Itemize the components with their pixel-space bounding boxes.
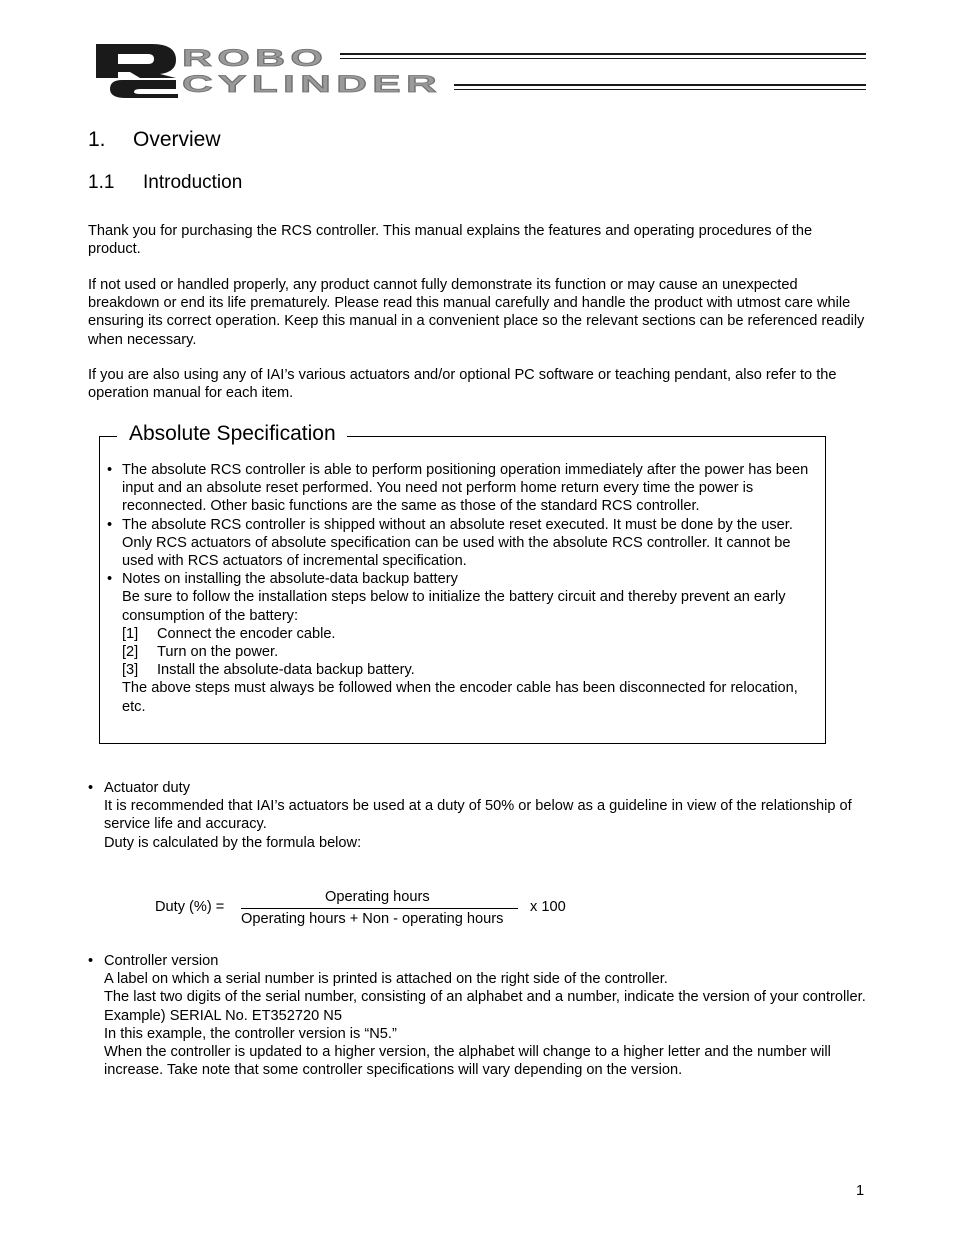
bullet-icon: • (107, 571, 113, 588)
intro-paragraph-3: If you are also using any of IAI’s various actuators and/or optional PC software or teaching pendant, also refer to the operation manual for each item. (88, 367, 837, 402)
section-heading (88, 128, 221, 152)
robo-cylinder-logo-graphic (96, 42, 866, 98)
absolute-spec-bullet-2-line-2: Only RCS actuators of absolute specification can be used with the absolute RCS controller. It cannot be used with RCS actuators of incremental specification. (122, 534, 791, 570)
formula-rhs: x 100 (530, 899, 566, 915)
battery-notes-footer: The above steps must always be followed when the encoder cable has been disconnected for relocation, etc. (122, 680, 798, 715)
step-text: Turn on the power. (157, 644, 279, 661)
intro-paragraph-1: Thank you for purchasing the RCS controller. This manual explains the features and operating procedures of the product. (88, 223, 813, 258)
logo-word-robo: ROBO (182, 45, 328, 72)
list-item (107, 570, 819, 716)
step-text: Install the absolute-data backup battery. (157, 662, 415, 679)
step-number: [1] (122, 625, 139, 642)
section-title: Overview (133, 128, 221, 151)
duty-formula (155, 887, 595, 933)
controller-version-item (88, 952, 868, 1079)
formula-lhs: Duty (%) = (155, 899, 225, 915)
step-number: [2] (122, 644, 139, 661)
list-item (107, 461, 819, 516)
robo-cylinder-logo (96, 42, 866, 98)
step-number: [3] (122, 662, 139, 679)
controller-version-text-1: A label on which a serial number is printed is attached on the right side of the controller. (104, 971, 668, 988)
step-text: Connect the encoder cable. (157, 625, 336, 642)
formula-denominator: Operating hours + Non - operating hours (241, 911, 504, 927)
section-number: 1. (88, 128, 106, 151)
list-item (88, 952, 868, 1079)
subsection-heading (88, 172, 242, 194)
absolute-spec-bullet-1: The absolute RCS controller is able to perform positioning operation immediately after the power has been input and an absolute reset performed. You need not perform home return every time the power is reconnected. Other basic functions are the same as those of the standard RCS controller. (122, 462, 809, 515)
actuator-duty-text-2: Duty is calculated by the formula below: (104, 834, 362, 851)
install-step-3 (122, 661, 819, 679)
page-number: 1 (856, 1183, 865, 1199)
install-step-1 (122, 625, 819, 643)
subsection-title: Introduction (143, 172, 243, 193)
controller-version-example: Example) SERIAL No. ET352720 N5 (104, 1007, 342, 1024)
controller-version-text-2: The last two digits of the serial number, consisting of an alphabet and a number, indicate the version of your controller. (104, 989, 866, 1006)
absolute-spec-title: Absolute Specification (117, 421, 347, 447)
logo-word-cylinder: CYLINDER (182, 71, 442, 98)
formula-numerator: Operating hours (325, 889, 430, 905)
actuator-duty-heading: Actuator duty (104, 780, 190, 796)
absolute-spec-list (107, 461, 819, 716)
absolute-spec-bullet-2-line-1: The absolute RCS controller is shipped without an absolute reset executed. It must be done by the user. (122, 516, 793, 533)
battery-notes-heading: Notes on installing the absolute-data backup battery (122, 571, 458, 588)
intro-paragraph-2: If not used or handled properly, any product cannot fully demonstrate its function or may cause an unexpected breakdown or end its life prematurely. Please read this manual carefully and handle the product with utmost care while ensuring its correct operation. Keep this manual in a convenient place so the relevant sections can be referenced readily when necessary. (88, 277, 865, 348)
actuator-duty-item (88, 779, 868, 852)
bullet-icon: • (88, 953, 94, 969)
fraction-bar (241, 908, 518, 909)
actuator-duty-text-1: It is recommended that IAI’s actuators be used at a duty of 50% or below as a guideline in view of the relationship of service life and accuracy. (104, 798, 852, 833)
list-item (88, 779, 868, 852)
battery-notes-text: Be sure to follow the installation steps below to initialize the battery circuit and thereby prevent an early consumption of the battery: (122, 589, 786, 624)
bullet-icon: • (88, 780, 94, 796)
subsection-number: 1.1 (88, 172, 115, 193)
controller-version-text-4: In this example, the controller version is “N5.” (104, 1025, 397, 1042)
list-item (107, 516, 819, 571)
bullet-icon: • (107, 462, 113, 478)
rc-monogram (96, 44, 178, 98)
bullet-icon: • (107, 516, 113, 533)
controller-version-text-5: When the controller is updated to a higher version, the alphabet will change to a higher letter and the number will increase. Take note that some controller specifications will vary depending on the version. (104, 1044, 831, 1079)
controller-version-heading: Controller version (104, 953, 219, 969)
install-step-2 (122, 643, 819, 661)
